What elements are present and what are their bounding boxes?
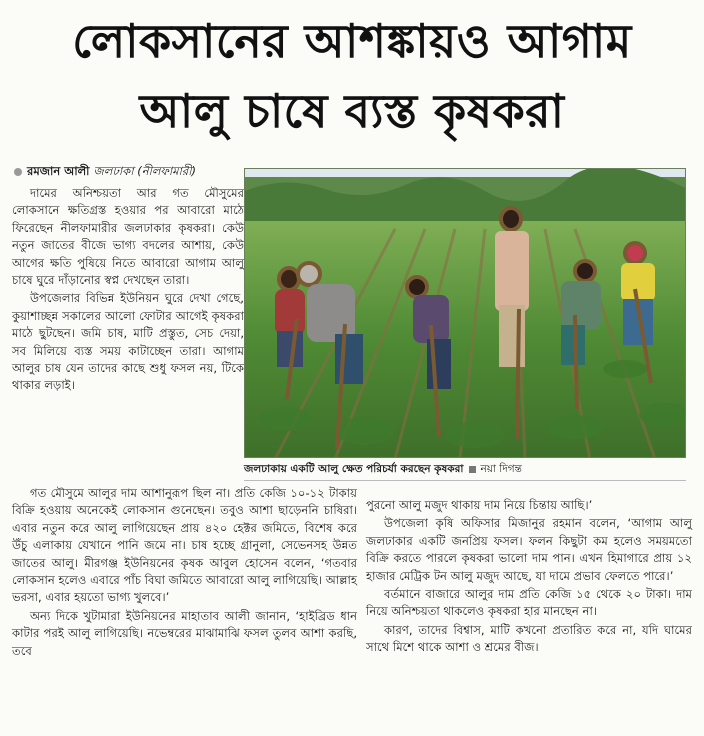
byline [14, 163, 244, 179]
farmers-field-image [245, 169, 686, 458]
article-column-2 [12, 485, 357, 660]
headline-line-2: আলু চাষে ব্যস্ত কৃষকরা [139, 84, 565, 138]
article-column-3 [366, 497, 692, 657]
headline-line-1: লোকসানের আশঙ্কায়ও আগাম [72, 14, 632, 68]
photo-credit: নয়া দিগন্ত [480, 463, 522, 475]
reporter-location: জলঢাকা (নীলফামারী) [93, 164, 196, 178]
photo-caption [244, 462, 686, 476]
article-paragraph: কারণ, তাদের বিশ্বাস, মাটি কখনো প্রতারিত করে না, যদি ঘামের সাথে মিশে থাকে আশা ও শ্রমের বীজ। [366, 622, 692, 655]
caption-text: জলঢাকায় একটি আলু ক্ষেত পরিচর্যা করছেন কৃষকরা [244, 463, 464, 475]
article-column-1 [12, 185, 244, 395]
article-paragraph: উপজেলার বিভিন্ন ইউনিয়ন ঘুরে দেখা গেছে, কুয়াশাচ্ছন্ন সকালের আলো ফোটার আগেই কৃষকরা মাঠে ছুটছেন। জমি চাষ, মাটি প্রস্তুত, সেচ দেয়া, সব মিলিয়ে ব্যস্ত সময় কাটাচ্ছেন তারা। আগাম আলুর চাষ যেন তাদের কাছে শুধু ফসল নয়, টিকে থাকার লড়াই। [12, 291, 244, 393]
article-paragraph: অন্য দিকে খুটামারা ইউনিয়নের মাহাতাব আলী জানান, ‘হাইব্রিড ধান কাটার পরই আলু লাগিয়েছি। নভেম্বরের মাঝামাঝি ফসল তুলব আশা করছি, তবে [12, 608, 357, 658]
article-paragraph: দামের অনিশ্চয়তা আর গত মৌসুমের লোকসানে ক্ষতিগ্রস্ত হওয়ার পর আবারো মাঠে ফিরেছেন নীলফামারীর জলঢাকার কৃষকরা। কেউ নতুন জাতের বীজে ভাগ্য বদলের আশায়, কেউ আগের ক্ষতি পুষিয়ে নিতে আবারো আগাম আলু চাষে ঘুরে দাঁড়ানোর স্বপ্ন দেখছেন তারা। [12, 186, 244, 288]
caption-divider [244, 480, 686, 481]
reporter-name: রমজান আলী [27, 164, 90, 178]
article-paragraph-continued: পুরনো আলু মজুদ থাকায় দাম নিয়ে চিন্তায় আছি।’ [366, 498, 593, 512]
article-paragraph: বর্তমানে বাজারে আলুর দাম প্রতি কেজি ১৫ থেকে ২০ টাকা। দাম নিয়ে অনিশ্চয়তা থাকলেও কৃষকরা হার মানছেন না। [366, 587, 692, 619]
news-photo [244, 168, 686, 458]
article-paragraph: গত মৌসুমে আলুর দাম আশানুরূপ ছিল না। প্রতি কেজি ১০-১২ টাকায় বিক্রি হওয়ায় অনেকেই লোকসান গুনেছেন। তবুও আশা ছাড়েননি চাষিরা। এবার নতুন করে আলু লাগিয়েছেন প্রায় ৪২০ হেক্টর জমিতে, বিশেষ করে উঁচু এলাকায় যেখানে পানি জমে না। চাষ হচ্ছে গ্রানুলা, সেভেনসহ উন্নত জাতের আলু। মীরগঞ্জ ইউনিয়নের কৃষক আবুল হোসেন বলেন, ‘গতবার লোকসান হলেও এবারে পাঁচ বিঘা জমিতে আবারো আলু লাগিয়েছি। আল্লাহ ভরসা, এবার হয়তো ভাগ্য খুলবে।’ [12, 486, 357, 605]
bullet-dot-icon [14, 168, 22, 176]
article-paragraph: উপজেলা কৃষি অফিসার মিজানুর রহমান বলেন, ‘আগাম আলু জলঢাকার একটি জনপ্রিয় ফসল। ফলন কিছুটা কম হলেও সময়মতো বিক্রি করতে পারলে কৃষকরা ভালো দাম পান। এখন হিমাগারে প্রায় ১২ হাজার মেট্রিক টন আলু মজুদ আছে, যা দামে প্রভাব ফেলতে পারে।’ [366, 516, 692, 583]
square-bullet-icon [469, 466, 476, 473]
